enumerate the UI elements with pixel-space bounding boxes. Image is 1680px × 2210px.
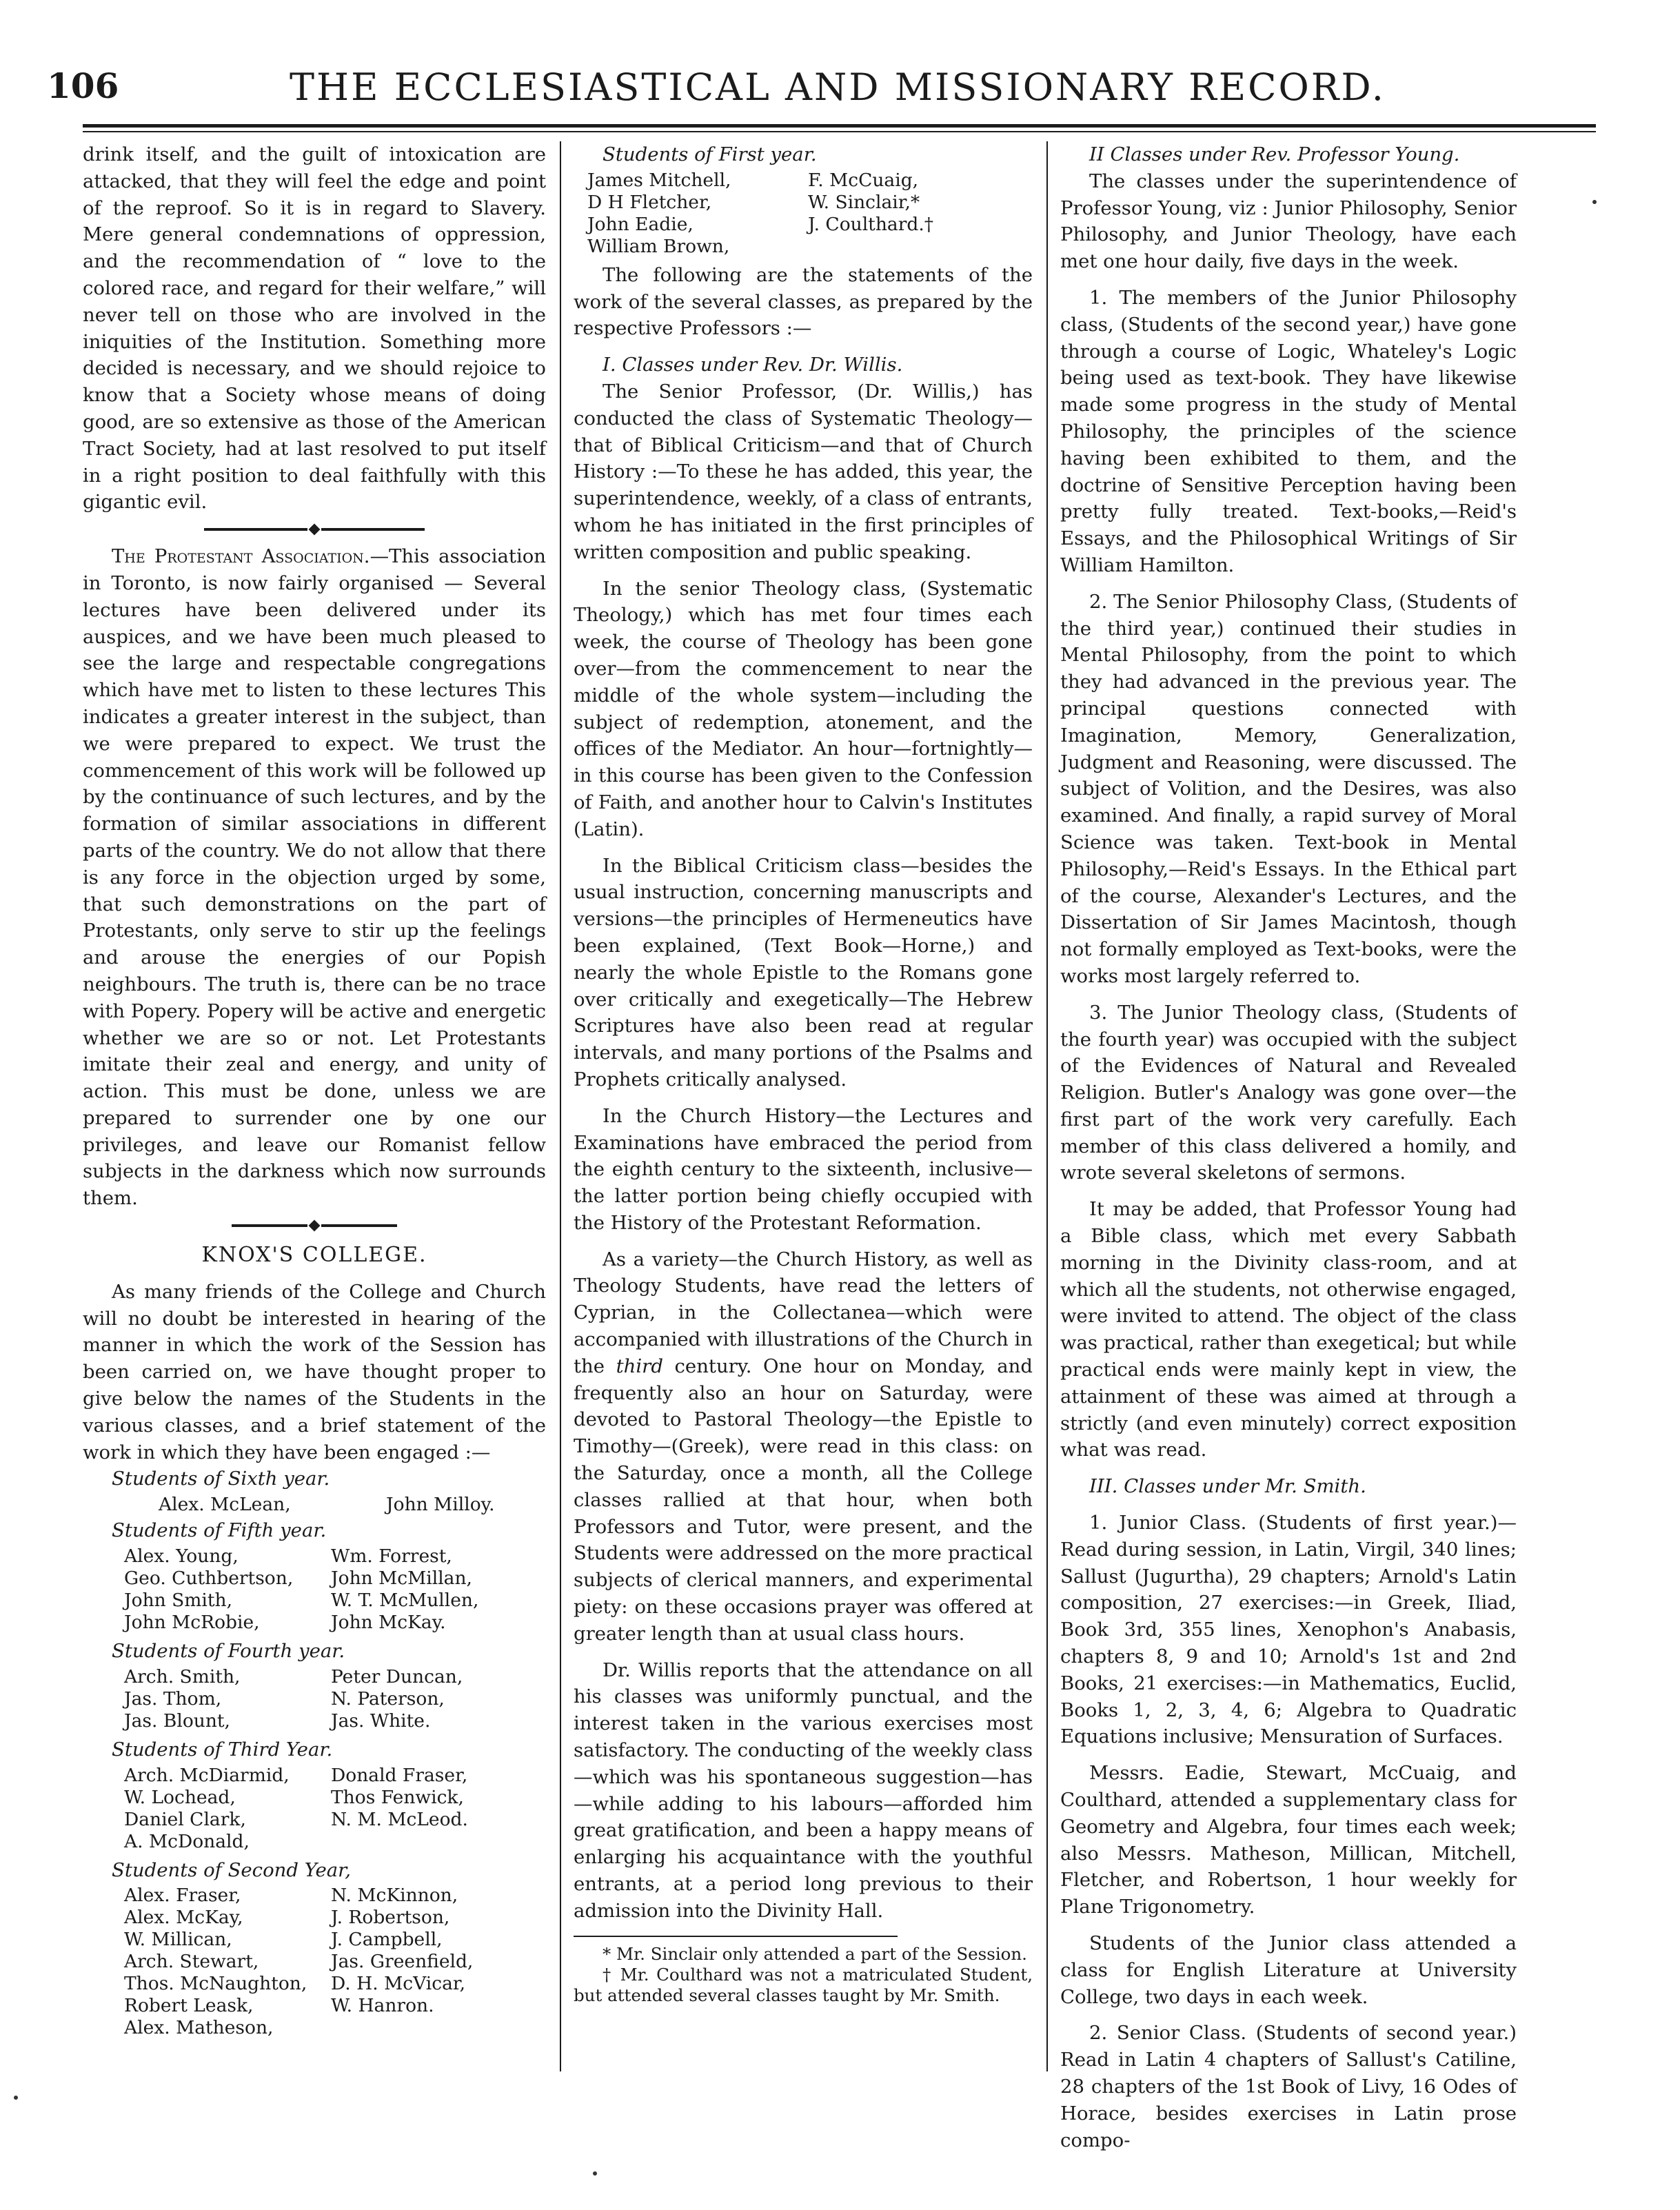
student-name: J. Coulthard.† — [808, 213, 934, 235]
section-ornament-2 — [83, 1221, 546, 1230]
column-3 — [1060, 141, 1517, 2153]
column-rule-1 — [560, 141, 561, 2071]
young-paragraph-2: 2. The Senior Philosophy Class, (Students of the third year,) continued their studies in Mental Philosophy, from the point to which they had advanced in the previous year. The principal questions connected with Imagination, Memory, Generalization, Judgment and Reasoning, were discussed. The subject of Volition, and the Desires, was also examined. And finally, a rapid survey of Moral Science was taken. Text-book in Mental Philosophy,—Reid's Essays. In the Ethical part of the course, Alexander's Lectures, and the Dissertation of Sir James Macintosh, though not formally employed as Text-books, were the works most largely referred to. — [1060, 590, 1517, 987]
student-name: N. McKinnon, — [331, 1885, 458, 1907]
statements-intro: The following are the statements of the work of the several classes, as prepared by the respective Professors :— — [574, 263, 1033, 340]
sixth-year-names — [83, 1494, 546, 1516]
student-name: Robert Leask, — [124, 1995, 254, 2017]
column-1 — [83, 141, 546, 2043]
second-year-heading: Students of Second Year, — [112, 1858, 351, 1881]
third-year-heading: Students of Third Year. — [112, 1738, 333, 1761]
student-name: Wm. Forrest, — [331, 1545, 452, 1568]
fifth-year-heading: Students of Fifth year. — [112, 1519, 327, 1542]
student-name: John McKay. — [331, 1612, 446, 1634]
student-name: Donald Fraser, — [331, 1764, 468, 1786]
student-name: Arch. McDiarmid, — [124, 1764, 290, 1786]
student-name: John McRobie, — [124, 1612, 260, 1634]
student-name: John Smith, — [124, 1590, 233, 1612]
student-name: W. Millican, — [124, 1929, 232, 1951]
student-name: W. Hanron. — [331, 1995, 434, 2017]
student-name: W. T. McMullen, — [331, 1590, 479, 1612]
student-name: Arch. Stewart, — [124, 1951, 259, 1973]
column-rule-2 — [1046, 141, 1048, 2071]
page-number: 106 — [47, 65, 119, 106]
student-name: John Eadie, — [587, 213, 694, 235]
smith-paragraph-1: 1. Junior Class. (Students of first year.)—Read during session, in Latin, Virgil, 340 lines; Sallust (Jugurtha), 29 chapters; Arnold's Latin composition, 27 exercises:—in Greek, Iliad, Book 3rd, 355 lines, Xenophon's Anabasis, chapters 8, 9 and 10; Arnold's 1st and 2nd Books, 21 exercises:—in Mathematics, Euclid, Books 1, 2, 3, 4, 6; Algebra to Quadratic Equations inclusive; Mensuration of Surfaces. — [1060, 1512, 1517, 1748]
young-intro: The classes under the superintendence of Professor Young, viz : Junior Philosophy, Senior Philosophy, and Junior Theology, have each met one hour daily, five days in the week. — [1060, 170, 1517, 273]
student-name — [331, 1831, 524, 1853]
protestant-association-paragraph — [83, 543, 546, 1212]
smith-paragraph-2: Messrs. Eadie, Stewart, McCuaig, and Coulthard, attended a supplementary class for Geometry and Algebra, four times each week; also Messrs. Matheson, Millican, Mitchell, Fletcher, and Robertson, 1 hour weekly for Plane Trigonometry. — [1060, 1762, 1517, 1918]
student-name: William Brown, — [587, 235, 730, 257]
student-name: John McMillan, — [331, 1568, 472, 1590]
student-name: John Milloy. — [386, 1494, 495, 1516]
header-rule-thick — [83, 124, 1596, 128]
student-name: W. Sinclair,* — [808, 191, 920, 213]
young-paragraph-3: 3. The Junior Theology class, (Students of the fourth year) was occupied with the subject of the Evidences of Natural and Revealed Religion. Butler's Analogy was gone over—the first part of the work very carefully. Each member of this class delivered a homily, and wrote several skeletons of sermons. — [1060, 1001, 1517, 1184]
willis-paragraph-6: Dr. Willis reports that the attendance on all his classes was uniformly punctual, and the interest taken in the various exercises most satisfactory. The conducting of the weekly class—which was his spontaneous suggestion—has—while adding to his labours—afforded him great gratification, and been a happy means of enlarging his acquaintance with the youthful entrants, at a period long previous to their admission into the Divinity Hall. — [574, 1659, 1033, 1922]
student-name: N. M. McLeod. — [331, 1808, 468, 1830]
student-name: Daniel Clark, — [124, 1808, 246, 1830]
fourth-year-names — [83, 1666, 546, 1732]
student-name: Alex. Matheson, — [124, 2017, 274, 2039]
ink-speck — [14, 2096, 18, 2100]
student-name: F. McCuaig, — [808, 169, 919, 191]
smith-paragraph-4: 2. Senior Class. (Students of second year.) Read in Latin 4 chapters of Sallust's Catiline, 28 chapters of the 1st Book of Livy, 16 Odes of Horace, besides exercises in Latin prose compo- — [1060, 2022, 1517, 2151]
student-name: Jas. Thom, — [124, 1687, 222, 1710]
knox-college-heading: KNOX'S COLLEGE. — [201, 1243, 427, 1268]
first-year-heading: Students of First year. — [603, 143, 817, 165]
student-name — [808, 236, 987, 258]
second-year-names — [83, 1885, 546, 2039]
page-header — [0, 65, 1680, 114]
fifth-year-names — [83, 1545, 546, 1634]
protestant-association-body: —This association in Toronto, is now fairly organised — Several lectures have been delivered under its auspices, and we have been much pleased to see the large and respectable congregations which have met to listen to these lectures This indicates a greater interest in the subject, than we were prepared to expect. We trust the commencement of this work will be followed up by the continuance of such lectures, and by the formation of similar associations in different parts of the country. We do not allow that there is any force in the objection urged by some, that such demonstrations on the part of Protestants, only serve to stir up the feelings and arouse the energies of our Popish neighbours. The truth is, there can be no trace with Popery. Popery will be active and energetic whether we are so or not. Let Protestants imitate their zeal and energy, and unity of action. This must be done, unless we are prepared to surrender one by one our privileges, and leave our Romanist fellow subjects in the darkness which now surrounds them. — [83, 545, 547, 1210]
young-paragraph-1: 1. The members of the Junior Philosophy class, (Students of the second year,) have gone through a course of Logic, Whateley's Logic being used as text-book. They have likewise made some progress in the study of Mental Philosophy, the principles of the science having been exhibited to them, and the doctrine of Sensitive Perception having been pretty fully treated. Text-books,—Reid's Essays, and the Philosophical Writings of Sir William Hamilton. — [1060, 286, 1517, 576]
student-name: D. H. McVicar, — [331, 1973, 466, 1995]
sixth-year-heading: Students of Sixth year. — [112, 1468, 330, 1490]
footnote-coulthard: † Mr. Coulthard was not a matriculated Student, but attended several classes taught by Mr. Smith. — [574, 1964, 1033, 2005]
young-paragraph-4: It may be added, that Professor Young had a Bible class, which met every Sabbath morning in the Divinity class-room, and at which all the students, not otherwise engaged, were invited to attend. The object of the class was practical, rather than exegetical; but while practical ends were mainly kept in view, the attainment of these was aimed at through a strictly (and even minutely) correct exposition what was read. — [1060, 1198, 1517, 1461]
student-name: Thos. McNaughton, — [124, 1973, 307, 1995]
student-name: Thos Fenwick, — [331, 1786, 464, 1808]
ink-speck — [1592, 200, 1597, 204]
student-name: Geo. Cuthbertson, — [124, 1568, 294, 1590]
willis-paragraph-5: As a variety—the Church History, as well as Theology Students, have read the letters of Cyprian, in the Collectanea—which were accompanied with illustrations of the Church in the third century. One hour on Monday, and frequently also an hour on Saturday, were devoted to Pastoral Theology—the Epistle to Timothy—(Greek), were read in this class: on the Saturday, once a month, all the College classes rallied at that hour, when both Professors and Tutor, were present, and the Students were addressed on the more practical subjects of clerical manners, and experimental piety: on these occasions prayer was offered at greater length than at usual class hours. — [574, 1248, 1033, 1645]
young-classes-heading: II Classes under Rev. Professor Young. — [1089, 143, 1460, 165]
student-name: W. Lochead, — [124, 1786, 236, 1808]
slavery-paragraph: drink itself, and the guilt of intoxication are attacked, that they will feel the edge and point of the reproof. So it is in regard to Slavery. Mere general condemnations of oppression, and the recommendation of “ love to the colored race, and regard for their welfare,” will never tell on those who are involved in the iniquities of the Institution. Something more decided is necessary, and we should rejoice to know that a Society whose means of doing good, are so extensive as those of the American Tract Society, had at last resolved to put itself in a right position to deal faithfully with this gigantic evil. — [83, 143, 546, 514]
first-year-names — [574, 170, 1033, 258]
student-name: A. McDonald, — [124, 1830, 250, 1852]
willis-classes-heading: I. Classes under Rev. Dr. Willis. — [603, 354, 903, 376]
protestant-association-lead: The Protestant Association. — [112, 545, 370, 568]
header-rule-thin — [83, 131, 1596, 132]
student-name: Arch. Smith, — [124, 1665, 241, 1687]
smith-paragraph-3: Students of the Junior class attended a class for English Literature at University College, two days in each week. — [1060, 1932, 1517, 2008]
student-name — [331, 2017, 524, 2039]
footnote-sinclair: * Mr. Sinclair only attended a part of the Session. — [603, 1943, 1027, 1964]
smith-classes-heading: III. Classes under Mr. Smith. — [1089, 1475, 1366, 1498]
student-name: J. Robertson, — [331, 1907, 450, 1929]
fourth-year-heading: Students of Fourth year. — [112, 1640, 345, 1663]
column-2 — [574, 141, 1033, 2006]
student-name: Jas. Greenfield, — [331, 1951, 474, 1973]
knox-college-intro: As many friends of the College and Church will no doubt be interested in hearing of the manner in which the work of the Session has been carried on, we have thought proper to give below the names of the Students in the various classes, and a brief statement of the work in which they have been engaged :— — [83, 1280, 546, 1463]
willis-paragraph-4: In the Church History—the Lectures and Examinations have embraced the period from the eighth century to the sixteenth, inclusive—the latter portion being chiefly occupied with the History of the Protestant Reformation. — [574, 1104, 1033, 1234]
student-name: Alex. McKay, — [124, 1907, 243, 1929]
student-name: Peter Duncan, — [331, 1665, 463, 1687]
willis-paragraph-1: The Senior Professor, (Dr. Willis,) has conducted the class of Systematic Theology—that of Biblical Criticism—and that of Church History :—To these he has added, this year, the superintendence, weekly, of a class of entrants, whom he has initiated in the first principles of written composition and public speaking. — [574, 380, 1033, 563]
student-name: J. Campbell, — [331, 1929, 443, 1951]
third-year-names — [83, 1765, 546, 1853]
running-title: THE ECCLESIASTICAL AND MISSIONARY RECORD. — [290, 65, 1386, 109]
student-name: D H Fletcher, — [587, 191, 712, 213]
section-ornament — [83, 525, 546, 534]
footnote-rule — [574, 1936, 898, 1937]
student-name: Alex. Fraser, — [124, 1885, 241, 1907]
student-name: James Mitchell, — [587, 169, 731, 191]
student-name: Jas. White. — [331, 1710, 431, 1732]
willis-paragraph-3: In the Biblical Criticism class—besides the usual instruction, concerning manuscripts and versions—the principles of Hermeneutics have been explained, (Text Book—Horne,) and nearly the whole Epistle to the Romans gone over critically and exegetically—The Hebrew Scriptures have also been read at regular intervals, and many portions of the Psalms and Prophets critically analysed. — [574, 854, 1033, 1091]
student-name: N. Paterson, — [331, 1687, 445, 1710]
student-name: Alex. McLean, — [159, 1494, 291, 1516]
student-name: Jas. Blount, — [124, 1710, 230, 1732]
student-name: Alex. Young, — [124, 1545, 239, 1568]
willis-paragraph-2: In the senior Theology class, (Systematic Theology,) which has met four times each week, the course of Theology has been gone over—from the commencement to near the middle of the whole system—including the subject of redemption, atonement, and the offices of the Mediator. An hour—fortnightly—in this course has been given to the Confession of Faith, and another hour to Calvin's Institutes (Latin). — [574, 577, 1033, 840]
ink-speck — [593, 2171, 597, 2176]
